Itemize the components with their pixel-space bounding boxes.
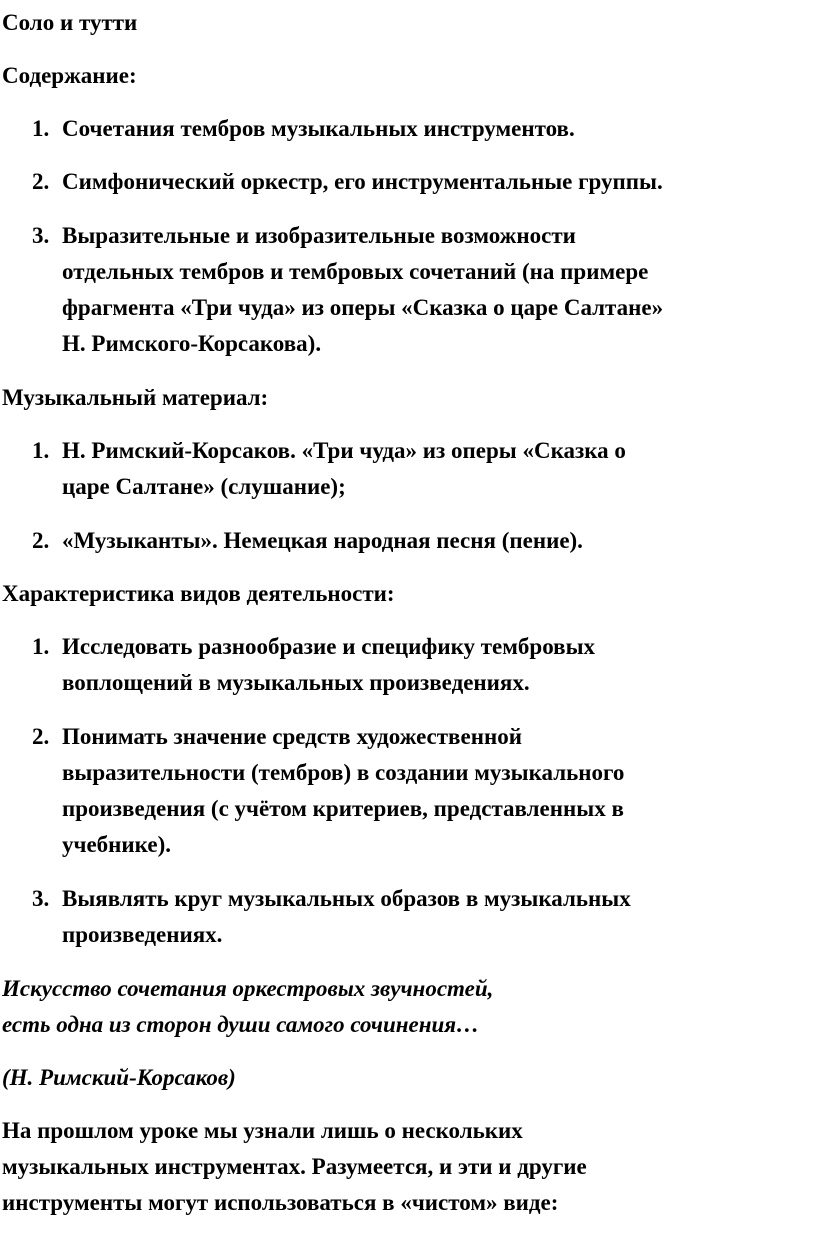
music-material-item-2-line-1: «Музыканты». Немецкая народная песня (пение). [62, 528, 583, 553]
activities-item-1-number: 1. [32, 634, 50, 659]
activities-item-3-line-2: произведениях. [62, 922, 223, 947]
epigraph-line-2: есть одна из сторон души самого сочинения… [2, 1012, 480, 1037]
activities-item-1-line-1: Исследовать разнообразие и специфику тембровых [62, 634, 596, 659]
activities-item-3-line-1: Выявлять круг музыкальных образов в музыкальных [62, 886, 631, 911]
activities-item-1-line-2: воплощений в музыкальных произведениях. [62, 670, 530, 695]
activities-item-2-line-4: учебнике). [62, 832, 171, 857]
music-material-item-2-number: 2. [32, 528, 50, 553]
activities-item-2-line-2: выразительности (тембров) в создании музыкального [62, 760, 625, 785]
activities-heading: Характеристика видов деятельности: [2, 581, 395, 606]
contents-item-3-line-2: отдельных тембров и тембровых сочетаний (на примере [62, 259, 649, 284]
contents-heading: Содержание: [2, 63, 137, 88]
contents-item-3-line-3: фрагмента «Три чуда» из оперы «Сказка о царе Салтане» [62, 295, 664, 320]
page-title: Соло и тутти [2, 10, 138, 35]
music-material-item-1-line-1: Н. Римский-Корсаков. «Три чуда» из оперы «Сказка о [62, 438, 626, 463]
paragraph-line-2: музыкальных инструментах. Разумеется, и эти и другие [2, 1154, 587, 1179]
epigraph-line-1: Искусство сочетания оркестровых звучностей, [2, 976, 494, 1001]
contents-item-1-line-1: Сочетания тембров музыкальных инструментов. [62, 116, 575, 141]
activities-item-2-line-3: произведения (с учётом критериев, представленных в [62, 796, 624, 821]
activities-item-3-number: 3. [32, 886, 50, 911]
contents-item-3-number: 3. [32, 223, 50, 248]
activities-item-2-line-1: Понимать значение средств художественной [62, 724, 522, 749]
contents-item-2-number: 2. [32, 169, 50, 194]
contents-item-3-line-1: Выразительные и изобразительные возможности [62, 223, 576, 248]
paragraph-line-3: инструменты могут использоваться в «чистом» виде: [2, 1190, 559, 1215]
activities-item-2-number: 2. [32, 724, 50, 749]
music-material-heading: Музыкальный материал: [2, 385, 269, 410]
contents-item-2-line-1: Симфонический оркестр, его инструментальные группы. [62, 169, 663, 194]
epigraph-author: (Н. Римский-Корсаков) [2, 1065, 236, 1090]
contents-item-3-line-4: Н. Римского-Корсакова). [62, 331, 322, 356]
music-material-item-1-number: 1. [32, 438, 50, 463]
contents-item-1-number: 1. [32, 116, 50, 141]
paragraph-line-1: На прошлом уроке мы узнали лишь о нескольких [2, 1118, 523, 1143]
music-material-item-1-line-2: царе Салтане» (слушание); [62, 474, 346, 499]
